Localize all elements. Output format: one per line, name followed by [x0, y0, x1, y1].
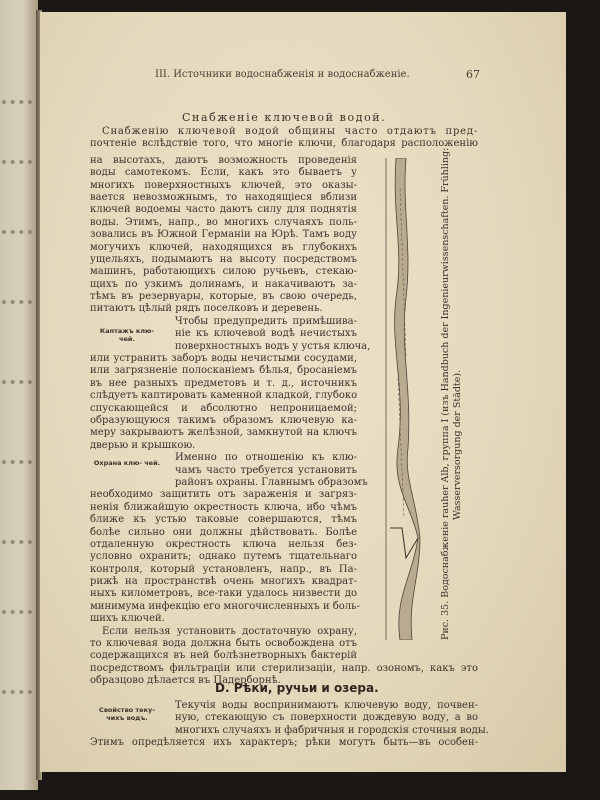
text-line: меру закрываютъ желѣзной, замкнутой на ключъ [90, 427, 357, 439]
text-line: ную, стекающую съ поверхности дождевую воду, а во [175, 712, 478, 724]
text-line: содержащихся въ ней болѣзнетворныхъ бактерій [90, 650, 357, 662]
text-line: условно охранить; однако путемъ тщательнаго [90, 551, 357, 563]
text-line: дверью и крышкою. [90, 439, 196, 451]
text-line: Текучія воды воспринимаютъ ключевую воду, почвен- [175, 700, 478, 711]
text-line: ближе къ устью таковые совершаются, тѣмъ [90, 514, 357, 526]
text-line: питаютъ цѣлый рядъ поселковъ и деревень. [90, 303, 323, 315]
page-number: 67 [466, 68, 480, 81]
text-line: шихъ ключей. [90, 613, 165, 625]
margin-note-flowing-water: Свойство теку- чихъ водъ. [99, 706, 155, 722]
running-header: III. Источники водоснабженія и водоснабженіе. [155, 69, 410, 80]
text-line: то ключевая вода должна быть освобождена отъ [90, 638, 357, 650]
text-line: воды самотекомъ. Если, какъ это бываетъ у [90, 167, 357, 179]
section-d-text [90, 700, 489, 750]
margin-note-protection: Охрана клю- чей. [93, 459, 161, 467]
text-line: почтеніе вслѣдствіе того, что многіе ключи, благодаря расположенію [90, 138, 478, 150]
text-line: слѣдуетъ каптировать каменной кладкой, глубоко [90, 390, 358, 402]
section-title: Снабженіе ключевой водой. [182, 111, 387, 124]
text-line: или загрязненіе полосканіемъ бѣлья, бросаніемъ [90, 365, 357, 377]
text-line: или устранить заборъ воды нечистыми сосудами, [90, 353, 357, 365]
section-d-title: D. Рѣки, ручьи и озера. [215, 681, 379, 695]
text-line: Именно по отношенію къ клю- [175, 452, 357, 464]
caption-line: Рис. 35. Водоснабженіе rauher Alb, группа I (изъ Handbuch der Ingenieurwissenschaften. Frühling: [440, 147, 451, 640]
margin-note-captage: Каптажъ клю- чей. [99, 327, 155, 343]
text-line: ключей водоемы часто даютъ силу для поднятія [90, 204, 357, 216]
text-line: Снабженію ключевой водой общины часто отдаютъ пред- [102, 126, 478, 137]
text-line: поверхностныхъ водъ у устья ключа, [175, 340, 371, 352]
text-line: ныхъ километровъ, все-таки удалось низвести до [90, 588, 357, 600]
text-line: необходимо защитить отъ зараженія и загряз- [90, 489, 357, 501]
text-line: зовались въ Южной Германіи на Юрѣ. Тамъ воду [90, 229, 357, 241]
text-line: болѣе сильно они должны дѣйствовать. Болѣе [90, 526, 357, 538]
text-line: машинъ, работающихъ силою ручьевъ, стекаю- [90, 266, 357, 278]
text-line: ніе къ ключевой водѣ нечистыхъ [175, 328, 357, 340]
text-line: въ нее разныхъ предметовъ и т. д., источникъ [90, 377, 357, 389]
text-line: образцово дѣлается въ Падерборнѣ. [90, 675, 281, 687]
text-line: многихъ случаяхъ и фабричныя и городскія сточныя воды. [175, 724, 489, 736]
text-line: воды. Этимъ, напр., во многихъ случаяхъ поль- [90, 216, 357, 228]
text-line: тѣмъ въ резервуары, которые, въ свою очередь, [90, 291, 357, 303]
text-line: ненія ближайшую окрестность ключа, ибо чѣмъ [90, 501, 357, 513]
text-line: Если нельзя установить достаточную охрану, [102, 625, 357, 637]
text-line: многихъ поверхностныхъ ключей, это оказы- [90, 179, 357, 191]
text-line: на высотахъ, даютъ возможность проведенія [90, 154, 357, 166]
text-line: районъ охраны. Главнымъ образомъ [175, 476, 368, 488]
text-line: образующуюся такимъ образомъ ключевую ка- [90, 414, 357, 426]
text-line: могучихъ ключей, находящихся въ глубокихъ [90, 241, 357, 253]
text-line: контроля, который установленъ, напр., въ Па- [90, 563, 357, 575]
previous-page-edge [0, 0, 38, 790]
text-line: спускающейся и абсолютно непроницаемой; [90, 402, 357, 414]
text-line: Чтобы предупредить примѣшива- [175, 315, 357, 327]
text-line: ущельяхъ, подымаютъ на высоту посредствомъ [90, 253, 357, 265]
text-line: вается невозможнымъ, то находящіеся вблизи [90, 191, 357, 203]
text-line: рижѣ на пространствѣ очень многихъ квадрат- [90, 576, 357, 588]
paragraph-intro [90, 126, 478, 151]
text-line: отдаленную окрестность ключа нельзя без- [90, 538, 357, 550]
text-line: минимума инфекцію его многочисленныхъ и боль- [90, 600, 360, 612]
figure-caption [440, 147, 464, 640]
text-line: щихъ по узкимъ долинамъ, и накачиваютъ за- [90, 278, 357, 290]
text-line: чамъ часто требуется установить [175, 464, 357, 476]
caption-line: Wasserversorgung der Städte). [452, 369, 463, 520]
text-line: Этимъ опредѣляется ихъ характеръ; рѣки могутъ быть—въ особен- [90, 737, 478, 749]
text-line: посредствомъ фильтраціи или стерилизаціи, напр. озономъ, какъ это [90, 662, 478, 674]
figure-illustration [382, 158, 422, 640]
